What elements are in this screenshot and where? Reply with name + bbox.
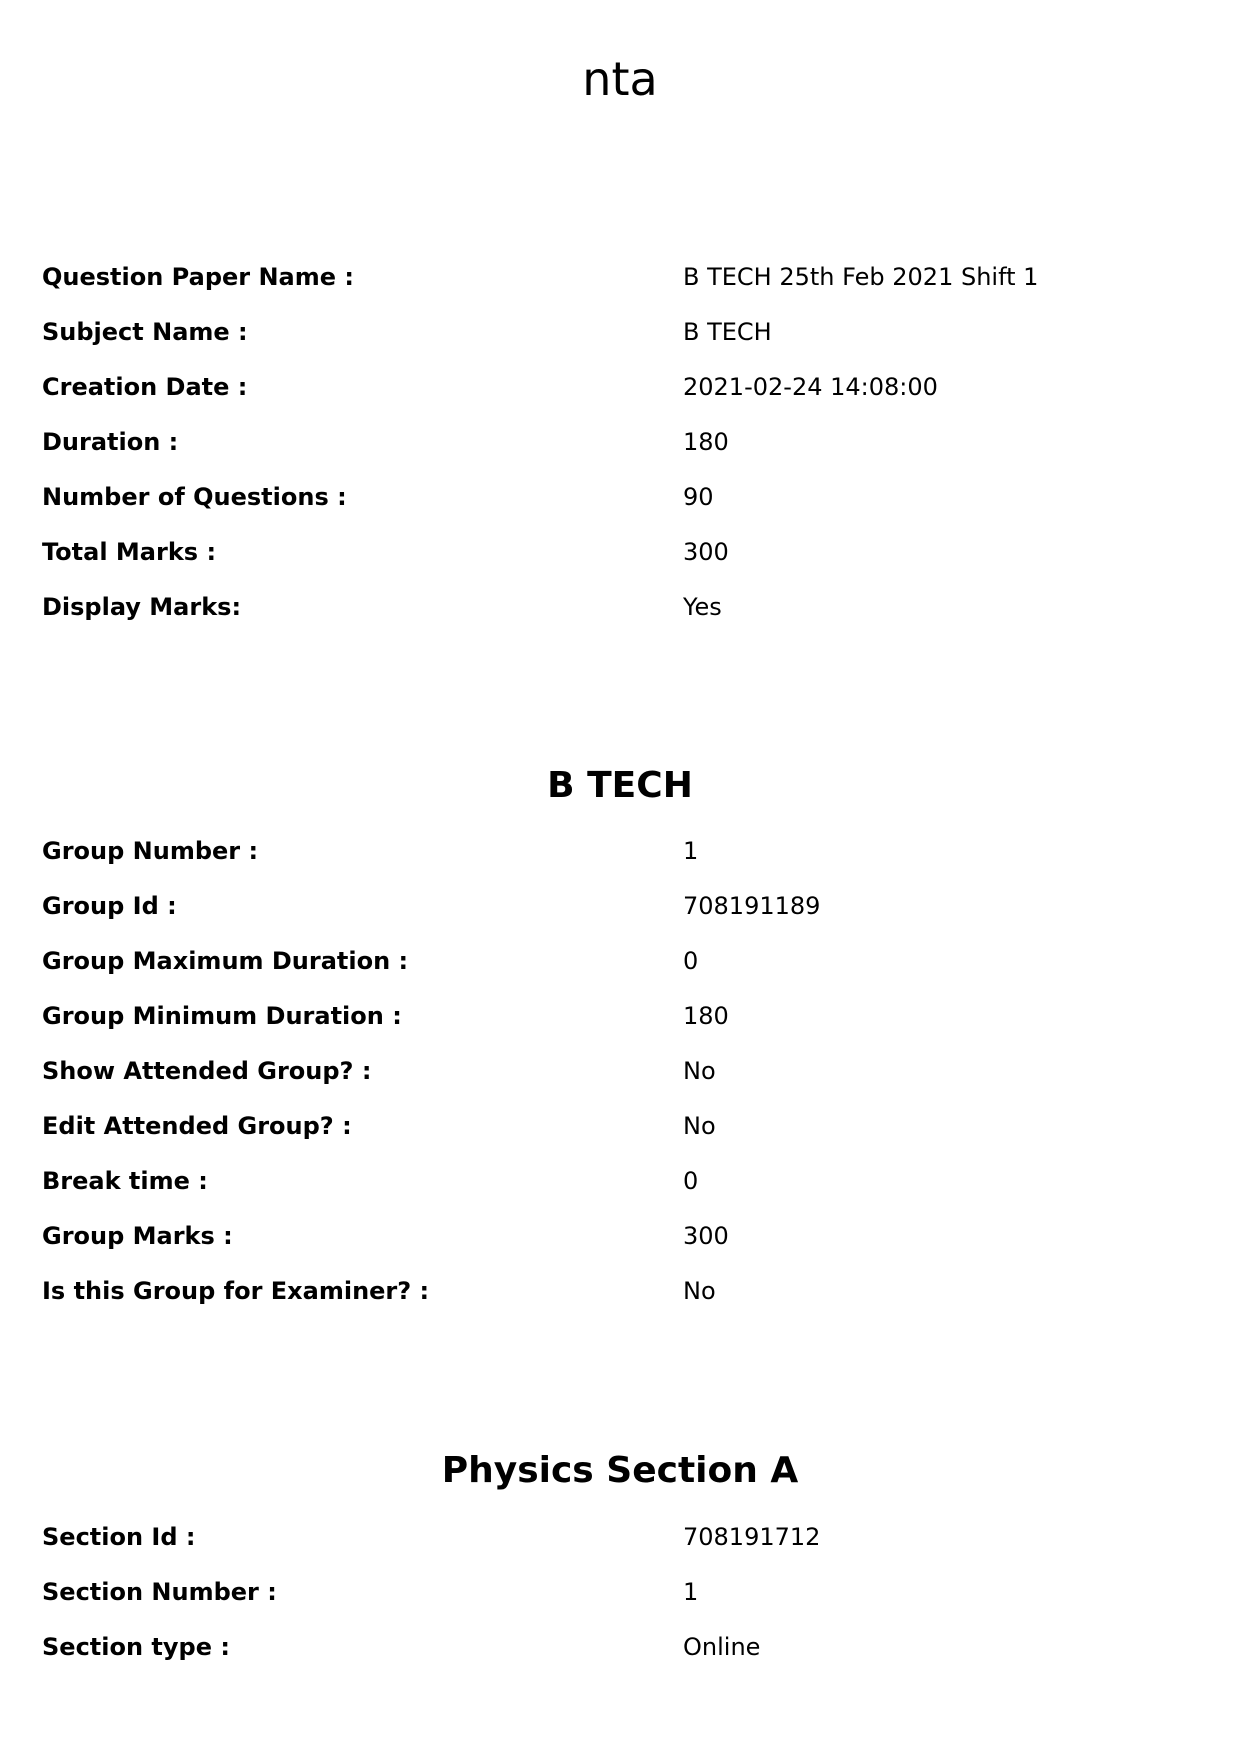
info-label: Number of Questions : [42, 482, 347, 511]
info-value: 180 [683, 427, 729, 456]
info-label: Total Marks : [42, 537, 217, 566]
info-row-section-number [42, 1564, 1202, 1619]
info-row-display-marks [42, 579, 1202, 634]
info-label: Duration : [42, 427, 179, 456]
info-label: Display Marks: [42, 592, 242, 621]
info-row-creation-date [42, 359, 1202, 414]
info-label: Creation Date : [42, 372, 248, 401]
info-row-subject-name [42, 304, 1202, 359]
info-value: B TECH [683, 317, 772, 346]
info-value: 180 [683, 1001, 729, 1030]
group-info-list [42, 823, 1202, 1318]
info-value: 0 [683, 1166, 699, 1195]
org-title: nta [582, 52, 658, 106]
info-label: Group Maximum Duration : [42, 946, 409, 975]
info-row-duration [42, 414, 1202, 469]
info-value: Yes [683, 592, 722, 621]
info-label: Edit Attended Group? : [42, 1111, 352, 1140]
paper-info-list [42, 249, 1202, 634]
info-value: No [683, 1111, 716, 1140]
info-row-break-time [42, 1153, 1202, 1208]
info-value: No [683, 1276, 716, 1305]
info-label: Is this Group for Examiner? : [42, 1276, 430, 1305]
info-label: Break time : [42, 1166, 208, 1195]
info-value: 708191712 [683, 1522, 821, 1551]
info-value: 300 [683, 537, 729, 566]
info-row-group-minimum-duration [42, 988, 1202, 1043]
section-heading: Physics Section A [441, 1450, 799, 1491]
info-value: 708191189 [683, 891, 821, 920]
info-value: 1 [683, 1577, 699, 1606]
info-label: Subject Name : [42, 317, 248, 346]
info-row-total-marks [42, 524, 1202, 579]
info-row-show-attended-group [42, 1043, 1202, 1098]
info-row-question-paper-name [42, 249, 1202, 304]
info-label: Question Paper Name : [42, 262, 354, 291]
group-heading: B TECH [547, 765, 693, 806]
info-label: Section type : [42, 1632, 230, 1661]
info-row-group-id [42, 878, 1202, 933]
info-row-group-for-examiner [42, 1263, 1202, 1318]
info-row-edit-attended-group [42, 1098, 1202, 1153]
info-label: Group Id : [42, 891, 177, 920]
info-label: Section Number : [42, 1577, 277, 1606]
info-row-section-id [42, 1509, 1202, 1564]
info-label: Group Minimum Duration : [42, 1001, 402, 1030]
info-value: No [683, 1056, 716, 1085]
info-row-section-type [42, 1619, 1202, 1674]
info-row-group-marks [42, 1208, 1202, 1263]
info-value: 0 [683, 946, 699, 975]
info-label: Group Marks : [42, 1221, 233, 1250]
info-value: 90 [683, 482, 714, 511]
info-value: 300 [683, 1221, 729, 1250]
info-row-group-number [42, 823, 1202, 878]
info-label: Section Id : [42, 1522, 196, 1551]
info-row-number-of-questions [42, 469, 1202, 524]
section-info-list [42, 1509, 1202, 1674]
info-value: 2021-02-24 14:08:00 [683, 372, 938, 401]
info-value: 1 [683, 836, 699, 865]
info-label: Show Attended Group? : [42, 1056, 372, 1085]
info-value: Online [683, 1632, 761, 1661]
info-value: B TECH 25th Feb 2021 Shift 1 [683, 262, 1039, 291]
info-row-group-maximum-duration [42, 933, 1202, 988]
info-label: Group Number : [42, 836, 259, 865]
